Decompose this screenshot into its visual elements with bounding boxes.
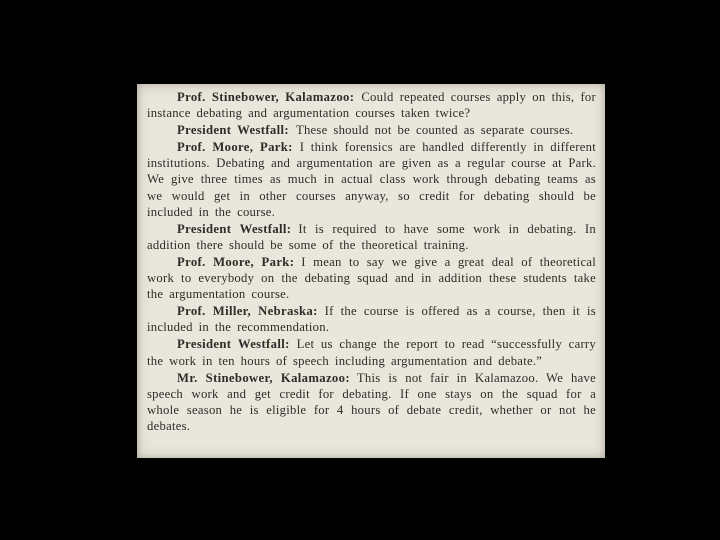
speaker-name: Prof. Stinebower, Kalamazoo: <box>177 90 355 104</box>
speaker-utterance: I mean to say we give a great deal of theoretical work to everybody on the debating squad and in addition these students take the argumentation course. <box>147 254 596 302</box>
speaker-utterance: This is not fair in Kalamazoo. We have speech work and get credit for debating. If one stays on the squad for a whole season he is eligible for 4 hours of debate credit, whether or not he debates. <box>147 370 596 433</box>
dialogue-paragraph <box>147 139 596 219</box>
speaker-name: Prof. Moore, Park: <box>177 140 293 155</box>
speaker-utterance: I think forensics are handled differently in different institutions. Debating and argumentation are given as a regular course at Park. We give three times as much in actual class work through debating teams as we would get in other courses anyway, so credit for debating should be included in the course. <box>147 140 596 219</box>
speaker-name: Prof. Miller, Nebraska: <box>177 304 318 319</box>
dialogue-paragraph <box>147 336 596 368</box>
speaker-name: President Westfall: <box>177 123 289 138</box>
dialogue-paragraph <box>147 122 596 138</box>
dialogue-paragraph <box>147 370 596 434</box>
dialogue-paragraph <box>147 221 596 253</box>
speaker-utterance: These should not be counted as separate courses. <box>295 123 574 138</box>
speaker-name: Prof. Moore, Park: <box>177 254 295 269</box>
speaker-name: President Westfall: <box>177 221 292 236</box>
speaker-utterance: Could repeated courses apply on this, for instance debating and argumentation courses taken twice? <box>147 90 596 121</box>
speaker-name: Mr. Stinebower, Kalamazoo: <box>177 370 350 385</box>
scanned-book-page <box>137 84 605 458</box>
speaker-name: President Westfall: <box>177 337 290 352</box>
speaker-utterance: It is required to have some work in debating. In addition there should be some of the theoretical training. <box>147 221 596 252</box>
dialogue-paragraph <box>147 254 596 302</box>
dialogue-paragraph <box>147 89 596 121</box>
speaker-utterance: Let us change the report to read “successfully carry the work in ten hours of speech including argumentation and debate.” <box>147 337 596 368</box>
speaker-utterance: If the course is offered as a course, then it is included in the recommendation. <box>147 304 596 335</box>
dialogue-paragraph <box>147 303 596 335</box>
